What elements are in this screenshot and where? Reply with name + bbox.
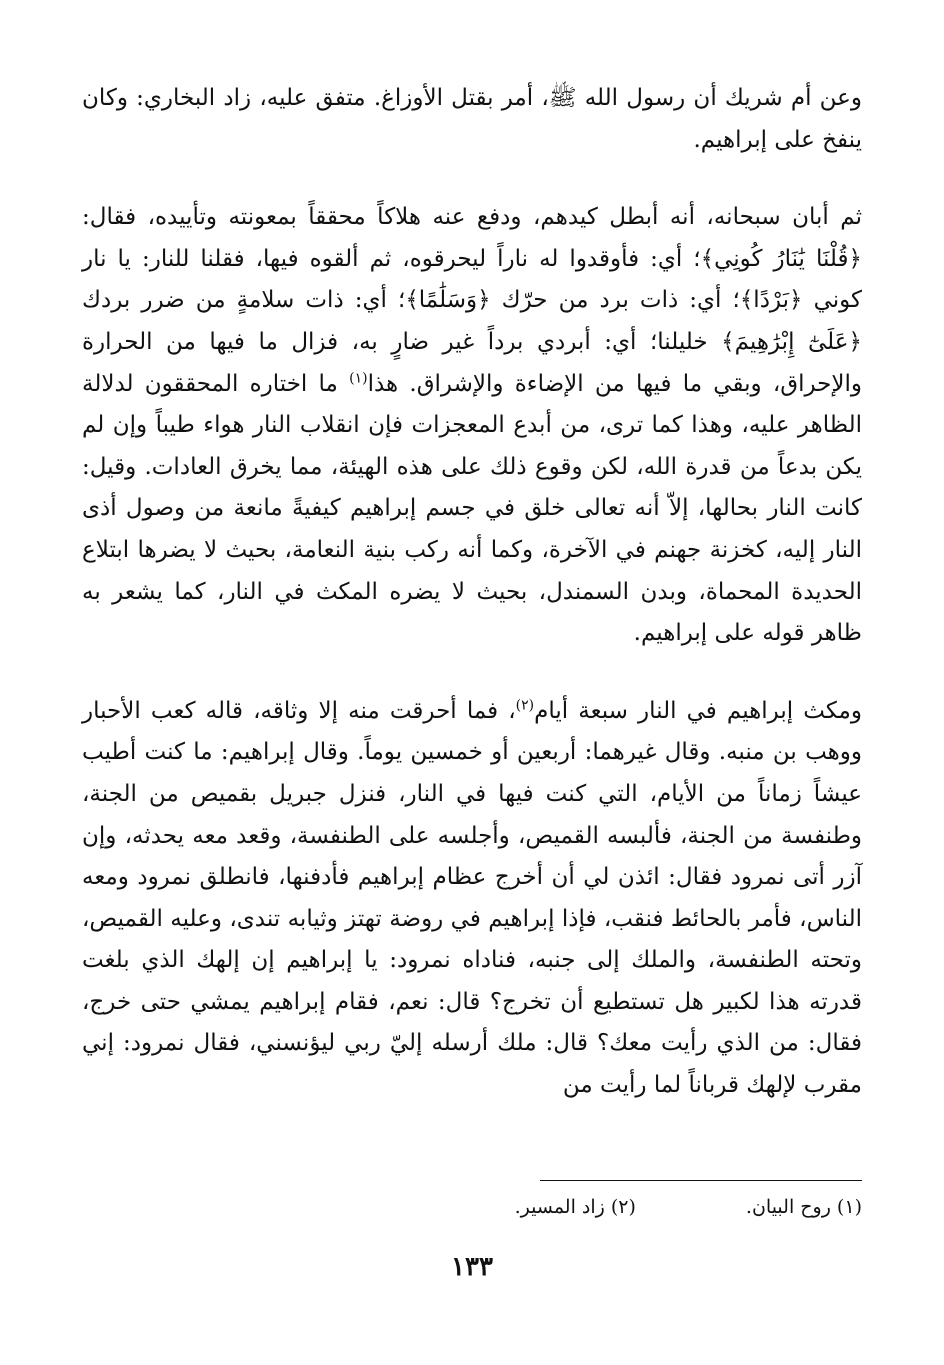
paragraph-3 [82,691,862,1107]
paragraph-2-segment: خليلنا؛ أي: أبردي برداً غير ضارٍ به، فزال ما فيها من الحرارة والإحراق، وبقي ما فيها من الإضاءة والإشراق. هذا [82,328,863,397]
paragraph-1 [82,78,862,161]
page-body [82,78,862,1107]
quran-quote: ﴿وَسَلَٰمًا﴾ [405,287,491,314]
paragraph-3-text [82,691,862,1107]
paragraph-2-segment: ؛ أي: فأوقدوا له ناراً ليحرقوه، ثم ألقوه فيها، فقلنا للنار: يا نار كوني [82,245,862,314]
paragraph-2-segment: ثم أبان سبحانه، أنه أبطل كيدهم، ودفع عنه هلاكاً محققاً بمعونته وتأييده، فقال: [82,204,862,231]
quran-quote: ﴿عَلَىٰٓ إِبْرَٰهِيمَ﴾ [721,328,862,355]
paragraph-2-segment: ؛ أي: ذات سلامةٍ من ضرر بردك [82,287,406,314]
paragraph-2 [82,197,862,655]
paragraph-3-segment: ، فما أحرقت منه إلا وثاقه، قاله كعب الأحبار ووهب بن منبه. وقال غيرهما: أربعين أو خمسين يوماً. وقال إبراهيم: ما كنت أطيب عيشاً زماناً من الأيام، التي كنت فيها في النار، فنزل جبريل بقميص من الجنة، وطنفسة من الجنة، فألبسه القميص، وأجلسه على الطنفسة، وقعد معه يحدثه، وإن آزر أتى نمرود فقال: ائذن لي أن أخرج عظام إبراهيم فأدفنها، فانطلق نمرود ومعه الناس، فأمر بالحائط فنقب، فإذا إبراهيم في روضة تهتز وثيابه تندى، وعليه القميص، وتحته الطنفسة، والملك إلى جنبه، فناداه نمرود: يا إبراهيم إن إلهك الذي بلغت قدرته هذا لكبير هل تستطيع أن تخرج؟ قال: نعم، فقام إبراهيم يمشي حتى خرج، فقال: من الذي رأيت معك؟ قال: ملك أرسله إليّ ربي ليؤنسني، فقال نمرود: إني مقرب لإلهك قرباناً لما رأيت من [82,697,862,1099]
paragraph-2-text [82,197,862,655]
paragraph-2-segment: ؛ أي: ذات برد من حرّك [490,287,740,314]
quran-quote: ﴿قُلْنَا يَٰنَارُ كُونِي﴾ [700,245,862,272]
paragraph-3-segment: ومكث إبراهيم في النار سبعة أيام [534,697,862,724]
paragraph-2-segment: ما اختاره المحققون لدلالة الظاهر عليه، وهذا كما ترى، من أبدع المعجزات فإن انقلاب النار هواء طيباً وإن لم يكن بدعاً من قدرة الله، لكن وقوع ذلك على هذه الهيئة، مما يخرق العادات. وقيل: كانت النار بحالها، إلاّ أنه تعالى خلق في جسم إبراهيم كيفيةً مانعة من وصول أذى النار إليه، كخزنة جهنم في الآخرة، وكما أنه ركب بنية النعامة، بحيث لا يضرها ابتلاع الحديدة المحماة، وبدن السمندل، بحيث لا يضره المكث في النار، كما يشعر به ظاهر قوله على إبراهيم. [82,370,862,647]
footnotes [82,1196,862,1218]
page-number: ١٣٣ [451,1252,493,1282]
paragraph-1-text: وعن أم شريك أن رسول الله ﷺ، أمر بقتل الأوزاغ. متفق عليه، زاد البخاري: وكان ينفخ على إبراهيم. [82,85,862,153]
footnote-2: (٢) زاد المسير. [514,1196,636,1218]
footnote-ref-2[interactable]: (٢) [515,697,535,714]
footnote-1: (١) روح البيان. [745,1196,862,1218]
quran-quote: ﴿بَرْدًا﴾ [739,287,803,314]
footnote-divider [540,1180,862,1181]
footnote-ref-1[interactable]: (١) [349,369,368,386]
